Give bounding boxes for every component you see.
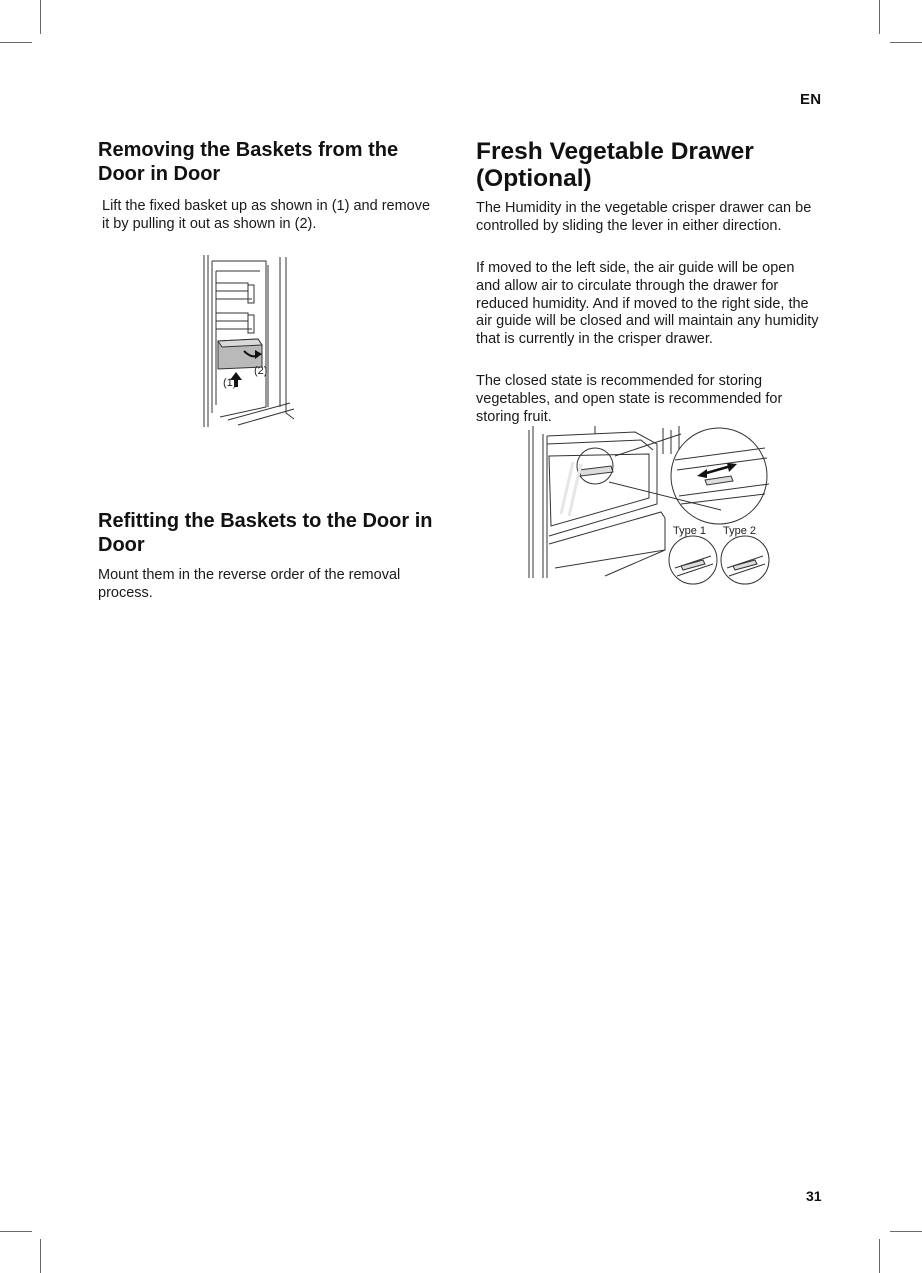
refit-baskets-heading: Refitting the Baskets to the Door in Door: [98, 510, 433, 556]
crop-mark: [890, 42, 922, 43]
crisper-drawer-figure: [525, 426, 785, 591]
crop-mark: [0, 1231, 32, 1232]
crop-mark: [890, 1231, 922, 1232]
crop-mark: [0, 42, 32, 43]
figure-label-2: (2): [254, 365, 268, 377]
figure-label-1: (1): [223, 377, 237, 389]
drawer-paragraph-3: The closed state is recommended for storing vegetables, and open state is recommended for storing fruit.: [476, 373, 783, 425]
basket-removal-figure: [198, 255, 308, 430]
refit-baskets-text: Mount them in the reverse order of the removal process.: [98, 567, 401, 601]
type-1-label: Type 1: [673, 525, 707, 537]
vegetable-drawer-heading: Fresh Vegetable Drawer (Optional): [476, 138, 754, 192]
remove-baskets-text: Lift the fixed basket up as shown in (1) and remove it by pulling it out as shown in (2).: [102, 198, 431, 232]
crop-mark: [879, 0, 880, 34]
page-number: 31: [806, 1188, 822, 1204]
crop-mark: [40, 0, 41, 34]
drawer-paragraph-1: The Humidity in the vegetable crisper drawer can be controlled by sliding the lever in either direction.: [476, 200, 812, 234]
drawer-paragraph-2: If moved to the left side, the air guide will be open and allow air to circulate through the drawer for reduced humidity. And if moved to the right side, the air guide will be closed and will maintain any humidity that is currently in the crisper drawer.: [476, 260, 819, 348]
language-label: EN: [800, 91, 822, 108]
remove-baskets-heading: Removing the Baskets from the Door in Door: [98, 139, 399, 185]
crop-mark: [40, 1239, 41, 1273]
crop-mark: [879, 1239, 880, 1273]
type-2-label: Type 2: [723, 525, 757, 537]
